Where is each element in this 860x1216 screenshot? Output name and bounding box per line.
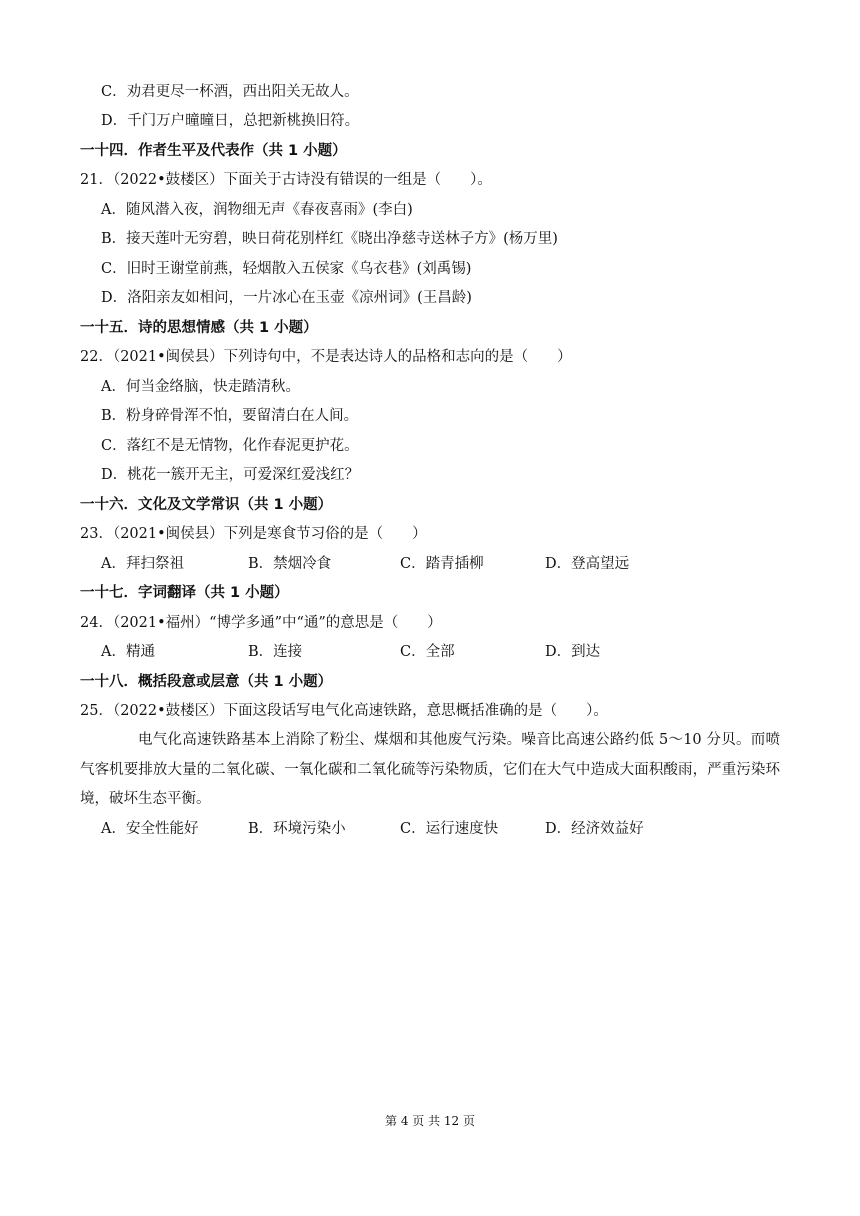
q22-option-d: D．桃花一簇开无主，可爱深红爱浅红？ <box>101 467 360 483</box>
q23-options-row <box>101 554 685 574</box>
q25-passage: 电气化高速铁路基本上消除了粉尘、煤烟和其他废气污染。噪音比高速公路约低 5～10 分贝。而喷气客机要排放大量的二氧化碳、一氧化碳和二氧化硫等污染物质，它们在大气中造成大面积酸雨，严重污染环境，破坏生态平衡。 <box>80 732 780 807</box>
section16-heading: 一十六．文化及文学常识（共 1 小题） <box>80 497 333 513</box>
q23-option-d: D．登高望远 <box>545 556 630 572</box>
page-footer: 第 4 页 共 12 页 <box>385 1114 475 1128</box>
q22-stem: 22．（2021•闽侯县）下列诗句中，不是表达诗人的品格和志向的是（ ） <box>80 349 572 365</box>
q25-options-row <box>101 819 685 839</box>
q24-option-d: D．到达 <box>545 644 601 660</box>
q20-option-d: D．千门万户曈曈日，总把新桃换旧符。 <box>101 113 360 129</box>
q24-stem: 24．（2021•福州）“博学多通”中“通”的意思是（ ） <box>80 615 442 631</box>
q22-option-b: B．粉身碎骨浑不怕，要留清白在人间。 <box>101 408 359 424</box>
q21-option-b: B．接天莲叶无穷碧，映日荷花别样红《晓出净慈寺送林子方》(杨万里) <box>101 231 558 247</box>
q22-option-a: A．何当金络脑，快走踏清秋。 <box>101 379 300 395</box>
q21-option-d: D．洛阳亲友如相问，一片冰心在玉壶《凉州词》(王昌龄) <box>101 290 472 306</box>
q24-option-c: C．全部 <box>400 644 455 660</box>
q25-option-c: C．运行速度快 <box>400 821 499 837</box>
section17-heading: 一十七．字词翻译（共 1 小题） <box>80 585 289 601</box>
section15-heading: 一十五．诗的思想情感（共 1 小题） <box>80 320 318 336</box>
q21-option-a: A．随风潜入夜，润物细无声《春夜喜雨》(李白) <box>101 202 413 218</box>
section14-heading: 一十四．作者生平及代表作（共 1 小题） <box>80 143 347 159</box>
q20-option-c: C．劝君更尽一杯酒，西出阳关无故人。 <box>101 84 359 100</box>
q25-stem: 25．（2022•鼓楼区）下面这段话写电气化高速铁路，意思概括准确的是（ ）。 <box>80 703 608 719</box>
q24-options-row <box>101 642 685 662</box>
q25-option-a: A．安全性能好 <box>101 821 199 837</box>
q23-stem: 23．（2021•闽侯县）下列是寒食节习俗的是（ ） <box>80 526 427 542</box>
q21-option-c: C．旧时王谢堂前燕，轻烟散入五侯家《乌衣巷》(刘禹锡) <box>101 261 472 277</box>
q23-option-b: B．禁烟冷食 <box>248 556 332 572</box>
q25-option-b: B．环境污染小 <box>248 821 346 837</box>
q25-option-d: D．经济效益好 <box>545 821 644 837</box>
q23-option-a: A．拜扫祭祖 <box>101 556 184 572</box>
q24-option-b: B．连接 <box>248 644 303 660</box>
section18-heading: 一十八．概括段意或层意（共 1 小题） <box>80 674 333 690</box>
q23-option-c: C．踏青插柳 <box>400 556 484 572</box>
q22-option-c: C．落红不是无情物，化作春泥更护花。 <box>101 438 359 454</box>
q21-stem: 21．（2022•鼓楼区）下面关于古诗没有错误的一组是（ ）。 <box>80 172 492 188</box>
q24-option-a: A．精通 <box>101 644 155 660</box>
